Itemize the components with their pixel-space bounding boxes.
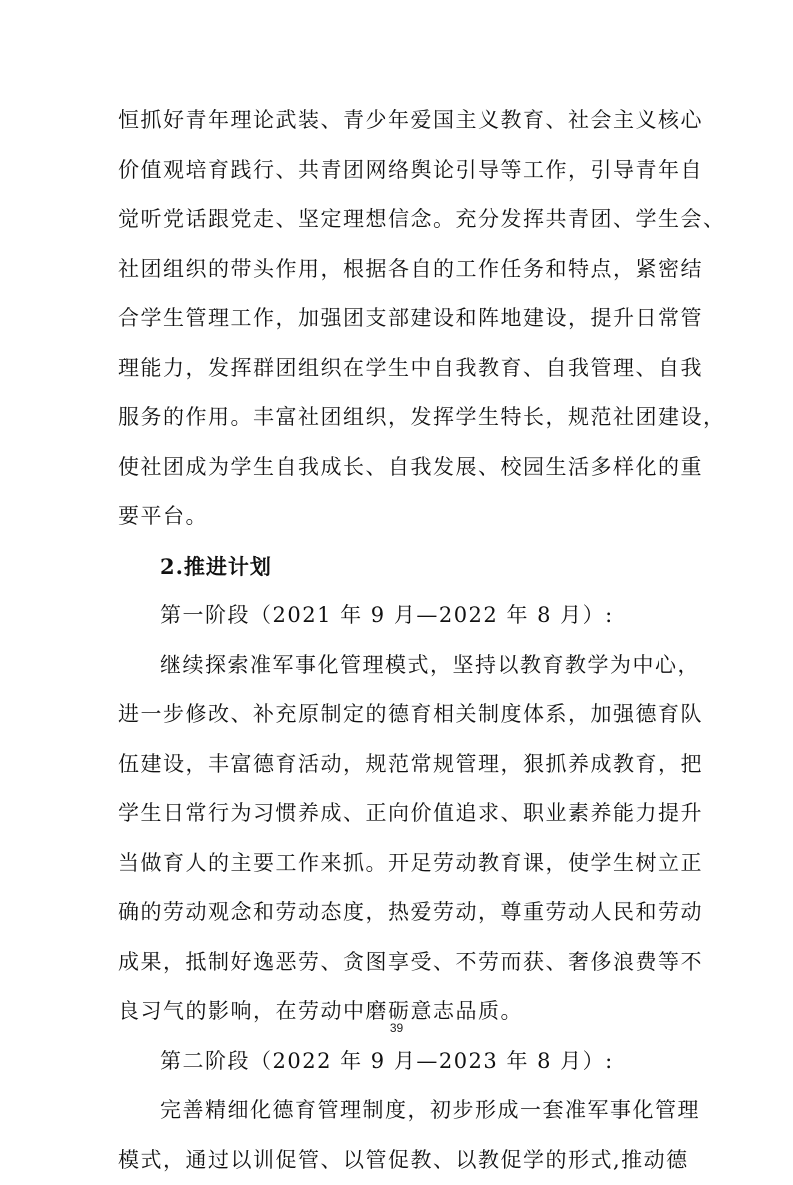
paragraph-line: 恒抓好青年理论武装、青少年爱国主义教育、社会主义核心 <box>118 96 678 146</box>
paragraph-line: 学生日常行为习惯养成、正向价值追求、职业素养能力提升 <box>118 789 678 839</box>
paragraph-line: 服务的作用。丰富社团组织，发挥学生特长，规范社团建设， <box>118 393 678 443</box>
paragraph-line: 完善精细化德育管理制度，初步形成一套准军事化管理 <box>118 1086 678 1136</box>
paragraph-line: 理能力，发挥群团组织在学生中自我教育、自我管理、自我 <box>118 344 678 394</box>
paragraph-line: 合学生管理工作，加强团支部建设和阵地建设，提升日常管 <box>118 294 678 344</box>
page-number: 39 <box>0 1021 793 1035</box>
paragraph-line: 良习气的影响，在劳动中磨砺意志品质。 <box>118 987 678 1037</box>
stage-heading: 第一阶段（2021 年 9 月—2022 年 8 月）: <box>118 591 678 641</box>
stage-heading: 第二阶段（2022 年 9 月—2023 年 8 月）: <box>118 1037 678 1087</box>
paragraph-line: 社团组织的带头作用，根据各自的工作任务和特点，紧密结 <box>118 245 678 295</box>
paragraph-line: 模式，通过以训促管、以管促教、以教促学的形式,推动德 <box>118 1136 678 1185</box>
section-heading: 2.推进计划 <box>118 542 678 592</box>
paragraph-line: 进一步修改、补充原制定的德育相关制度体系，加强德育队 <box>118 690 678 740</box>
paragraph-line: 成果，抵制好逸恶劳、贪图享受、不劳而获、奢侈浪费等不 <box>118 938 678 988</box>
paragraph-line: 价值观培育践行、共青团网络舆论引导等工作，引导青年自 <box>118 146 678 196</box>
paragraph-line: 当做育人的主要工作来抓。开足劳动教育课，使学生树立正 <box>118 839 678 889</box>
paragraph-line: 继续探索准军事化管理模式，坚持以教育教学为中心， <box>118 641 678 691</box>
paragraph-line: 使社团成为学生自我成长、自我发展、校园生活多样化的重 <box>118 443 678 493</box>
paragraph-line: 伍建设，丰富德育活动，规范常规管理，狠抓养成教育，把 <box>118 740 678 790</box>
paragraph-line: 确的劳动观念和劳动态度，热爱劳动，尊重劳动人民和劳动 <box>118 888 678 938</box>
paragraph-line: 觉听党话跟党走、坚定理想信念。充分发挥共青团、学生会、 <box>118 195 678 245</box>
paragraph-line: 要平台。 <box>118 492 678 542</box>
